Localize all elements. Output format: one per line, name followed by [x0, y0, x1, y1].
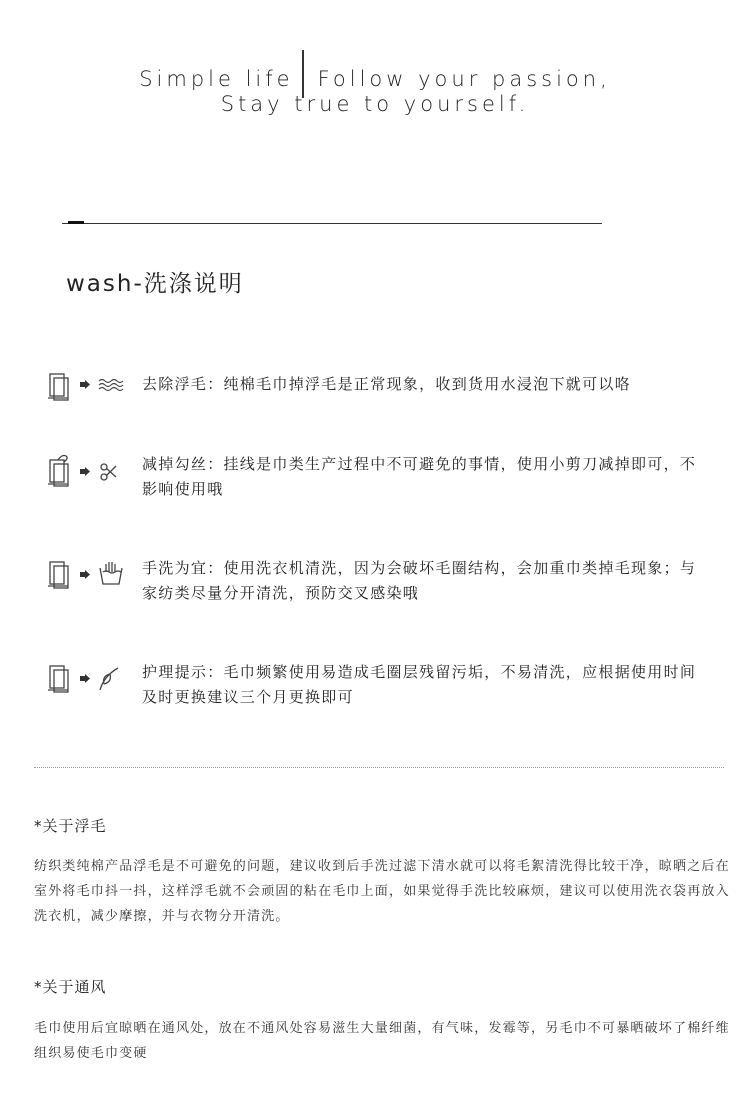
arrow-right-icon — [80, 674, 90, 683]
rule-accent-mark — [68, 221, 84, 224]
wash-item-text: 护理提示：毛巾频繁使用易造成毛圈层残留污垢，不易清洗，应根据使用时间及时更换建议三个月更换即可 — [142, 663, 697, 706]
care-leaf-icon — [100, 668, 118, 690]
scissors-icon — [101, 464, 116, 480]
towel-icon — [44, 556, 134, 596]
arrow-right-icon — [80, 380, 90, 389]
wash-item-text: 减掉勾丝：挂线是巾类生产过程中不可避免的事情，使用小剪刀减掉即可，不影响使用哦 — [142, 455, 697, 498]
section-title: wash-洗涤说明 — [66, 271, 244, 297]
slogan-divider — [302, 50, 304, 98]
slogan-simple-life: Simple life — [139, 67, 294, 91]
slogan-line-1 — [0, 50, 750, 98]
arrow-right-icon — [80, 570, 90, 579]
hand-wash-icon — [100, 562, 122, 584]
note-title-ventilation: *关于通风 — [34, 978, 107, 996]
wash-item-text: 手洗为宜：使用洗衣机清洗，因为会破坏毛圈结构，会加重巾类掉毛现象；与家纺类尽量分开清洗，预防交叉感染哦 — [142, 559, 697, 602]
slogan-follow-passion: Follow your passion, — [317, 67, 611, 91]
towel-icon — [44, 660, 134, 700]
water-waves-icon — [99, 380, 123, 391]
horizontal-rule — [62, 223, 602, 224]
towel-icon — [44, 452, 134, 492]
slogan-line-2: Stay true to yourself. — [220, 92, 530, 116]
note-body-ventilation: 毛巾使用后宜晾晒在通风处，放在不通风处容易滋生大量细菌，有气味，发霉等，另毛巾不可暴晒破坏了棉纤维组织易使毛巾变硬 — [34, 1021, 730, 1061]
arrow-right-icon — [80, 467, 90, 476]
dotted-divider — [34, 767, 724, 768]
towel-icon — [44, 372, 134, 412]
wash-item-text: 去除浮毛：纯棉毛巾掉浮毛是正常现象，收到货用水浸泡下就可以咯 — [142, 375, 632, 393]
note-title-fuzz: *关于浮毛 — [34, 817, 107, 835]
note-body-fuzz: 纺织类纯棉产品浮毛是不可避免的问题，建议收到后手洗过滤下清水就可以将毛絮清洗得比较干净，晾晒之后在室外将毛巾抖一抖，这样浮毛就不会顽固的粘在毛巾上面，如果觉得手洗比较麻烦，建议可以使用洗衣袋再放入洗衣机，减少摩擦，并与衣物分开清洗。 — [34, 859, 730, 924]
